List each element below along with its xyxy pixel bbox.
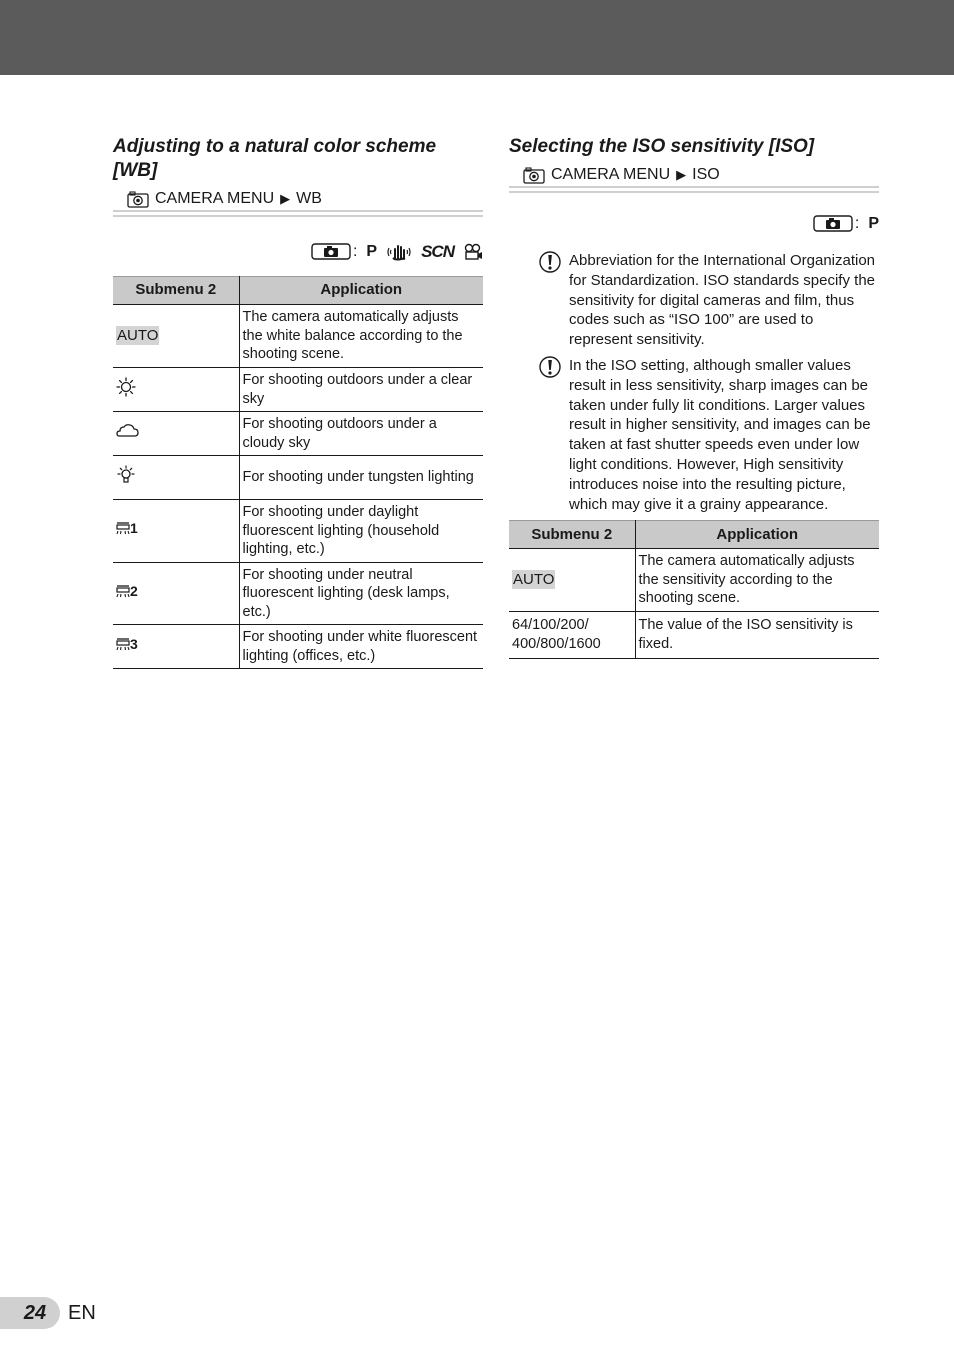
page-language: EN	[68, 1301, 96, 1324]
mode-colon: :	[854, 215, 860, 232]
note-item	[539, 251, 879, 350]
mode-colon: :	[352, 243, 358, 260]
wb-icon-cell	[113, 500, 239, 563]
iso-values-cell	[509, 611, 635, 658]
auto-badge: AUTO	[513, 571, 555, 589]
still-camera-mode-icon	[813, 215, 853, 233]
iso-menu-item: ISO	[692, 166, 720, 183]
camera-menu-icon	[523, 167, 545, 184]
wb-icon-cell	[113, 456, 239, 500]
iso-header-submenu: Submenu 2	[509, 521, 635, 549]
note-item	[539, 356, 879, 514]
wb-menu-label: CAMERA MENU	[155, 190, 275, 207]
iso-menu-arrow: ▶	[676, 167, 687, 182]
wb-table	[113, 276, 483, 669]
program-mode-icon: P	[868, 215, 879, 232]
table-cell-application: For shooting under daylight fluorescent lighting (household lighting, etc.)	[239, 500, 483, 563]
table-cell-application: The value of the ISO sensitivity is fixed.	[635, 611, 879, 658]
cloudy-icon	[116, 423, 140, 439]
table-row	[113, 456, 483, 500]
sunny-icon	[116, 377, 136, 397]
fluorescent-number: 3	[130, 635, 138, 652]
note-text: In the ISO setting, although smaller values result in less sensitivity, sharp images can be taken under fully lit conditions. Larger values result in higher sensitivity, and images can be taken at fast shutter speeds even under low light conditions. However, High sensitivity introduces noise into the resulting picture, which may give it a grainy appearance.	[569, 356, 871, 513]
scene-mode-icon: SCN	[421, 242, 454, 261]
iso-menu-label: CAMERA MENU	[551, 166, 671, 183]
table-row	[509, 611, 879, 658]
iso-section	[509, 135, 879, 659]
table-cell-application: For shooting under tungsten lighting	[239, 456, 483, 500]
wb-menu-arrow: ▶	[280, 191, 291, 206]
table-row	[113, 562, 483, 625]
note-text: Abbreviation for the International Organization for Standardization. ISO standards specify the sensitivity for digital cameras and film, thus codes such as “ISO 100” are used to represent sensitivity.	[569, 252, 876, 349]
table-row	[113, 500, 483, 563]
program-mode-icon: P	[366, 243, 378, 260]
fluorescent-number: 2	[130, 582, 138, 599]
iso-mode-icons	[509, 213, 879, 235]
wb-header-application: Application	[239, 277, 483, 305]
table-row	[113, 305, 483, 368]
wb-section	[113, 135, 483, 669]
auto-badge: AUTO	[117, 327, 159, 345]
movie-mode-icon	[463, 243, 483, 261]
table-cell-application: For shooting outdoors under a cloudy sky	[239, 412, 483, 456]
iso-section-title: Selecting the ISO sensitivity [ISO]	[509, 136, 815, 157]
stabilizer-mode-icon	[386, 243, 412, 261]
iso-table-header	[509, 521, 879, 549]
table-cell-application: For shooting under neutral fluorescent lighting (desk lamps, etc.)	[239, 562, 483, 625]
wb-menu-rule	[113, 210, 483, 217]
wb-menu-path	[113, 189, 483, 209]
iso-notes	[509, 251, 879, 514]
fluorescent-tube-icon	[116, 521, 130, 535]
iso-header-application: Application	[635, 521, 879, 549]
fluorescent-3-icon	[116, 637, 138, 651]
wb-icon-cell	[113, 562, 239, 625]
table-cell-application: For shooting outdoors under a clear sky	[239, 368, 483, 412]
table-row	[113, 412, 483, 456]
wb-icon-cell	[113, 625, 239, 669]
fluorescent-tube-icon	[116, 637, 130, 651]
iso-values-line-1: 64/100/200/	[512, 617, 589, 634]
still-camera-mode-icon	[311, 243, 351, 261]
page-footer	[0, 1297, 96, 1329]
tungsten-icon	[116, 465, 136, 485]
wb-section-title: Adjusting to a natural color scheme [WB]	[113, 136, 437, 181]
caution-icon	[539, 356, 561, 378]
iso-table	[509, 520, 879, 659]
wb-table-header	[113, 277, 483, 305]
wb-auto-cell	[113, 305, 239, 368]
iso-auto-cell	[509, 549, 635, 612]
iso-values-line-2: 400/800/1600	[512, 635, 601, 652]
iso-menu-path	[509, 165, 879, 185]
caution-icon	[539, 251, 561, 273]
top-banner	[0, 0, 954, 75]
table-row	[113, 368, 483, 412]
fluorescent-2-icon	[116, 584, 138, 598]
iso-menu-rule	[509, 186, 879, 193]
table-cell-application: The camera automatically adjusts the white balance according to the shooting scene.	[239, 305, 483, 368]
fluorescent-tube-icon	[116, 584, 130, 598]
table-cell-application: For shooting under white fluorescent lighting (offices, etc.)	[239, 625, 483, 669]
table-row	[509, 549, 879, 612]
fluorescent-number: 1	[130, 520, 138, 536]
wb-mode-icons	[113, 241, 483, 263]
wb-icon-cell	[113, 412, 239, 456]
wb-icon-cell	[113, 368, 239, 412]
wb-header-submenu: Submenu 2	[113, 277, 239, 305]
camera-menu-icon	[127, 191, 149, 208]
wb-menu-item: WB	[296, 190, 322, 207]
fluorescent-1-icon	[116, 521, 138, 535]
table-cell-application: The camera automatically adjusts the sensitivity according to the shooting scene.	[635, 549, 879, 612]
page-number: 24	[0, 1297, 60, 1329]
table-row	[113, 625, 483, 669]
